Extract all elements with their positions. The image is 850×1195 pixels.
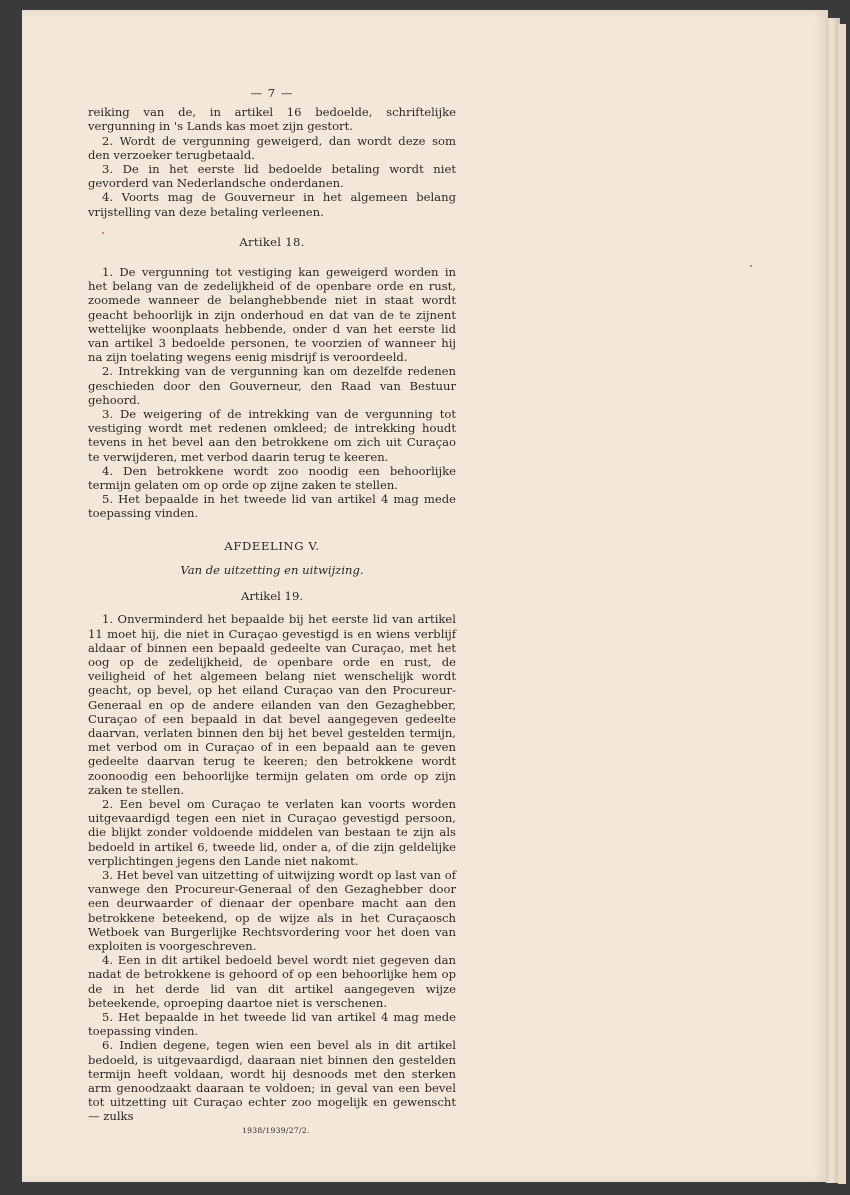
paragraph: 1. Onverminderd het bepaalde bij het eerste lid van artikel 11 moet hij, die niet in Curaçao gevestigd is en wiens verblijf aldaar of binnen een bepaald gedeelte van Curaçao, met het oog op de zedelijkheid, de openbare orde en rust, de veiligheid of het algemeen belang niet wenschelijk wordt geacht, op bevel, op het eiland Curaçao van den Procureur-Generaal en op de andere eilanden van den Gezaghebber, Curaçao of een bepaald in dat bevel aangegeven gedeelte daarvan, verlaten binnen den bij het bevel gestelden termijn, met verbod om in Curaçao of in een bepaald aan te geven gedeelte daarvan terug te keeren; den betrokkene wordt zoonoodig een behoorlijke termijn gelaten om orde op zijn zaken te stellen. xyxy=(88,612,456,797)
article-18-heading: Artikel 18. xyxy=(239,234,305,249)
paper-speck xyxy=(750,265,752,267)
paragraph: 5. Het bepaalde in het tweede lid van artikel 4 mag mede toepassing vinden. xyxy=(88,492,456,521)
section-heading: AFDEELING V. xyxy=(224,538,320,553)
section-subtitle: Van de uitzetting en uitwijzing. xyxy=(180,562,364,577)
paragraph: 2. Wordt de vergunning geweigerd, dan wordt deze som den verzoeker terugbetaald. xyxy=(88,133,456,162)
paragraph: 2. Een bevel om Curaçao te verlaten kan voorts worden uitgevaardigd tegen een niet in Curaçao gevestigd persoon, die blijkt zonder voldoende middelen van bestaan te zijn als bedoeld in artikel 6, tweede lid, onder a, of die zijn geldelijke verplichtingen jegens den Lande niet nakomt. xyxy=(88,796,456,868)
paragraph: 6. Indien degene, tegen wien een bevel als in dit artikel bedoeld, is uitgevaardigd, daaraan niet binnen den gestelden termijn heeft voldaan, wordt hij desnoods met den sterken arm genoodzaakt daaraan te voldoen; in geval van een bevel tot uitzetting uit Curaçao echter zoo mogelijk en gewenscht — zulks xyxy=(88,1038,456,1124)
paragraph: 4. Voorts mag de Gouverneur in het algemeen belang vrijstelling van deze betaling verleenen. xyxy=(88,190,456,219)
paragraph: 3. De in het eerste lid bedoelde betaling wordt niet gevorderd van Nederlandsche onderdanen. xyxy=(88,162,456,191)
footer-reference: 1938/1939/27/2. xyxy=(242,1126,310,1135)
paragraph: 4. Een in dit artikel bedoeld bevel wordt niet gegeven dan nadat de betrokkene is gehoord of op een behoorlijke hem op de in het derde lid van dit artikel aangegeven wijze beteekende, oproeping daartoe niet is verschenen. xyxy=(88,953,456,1010)
paragraph: 4. Den betrokkene wordt zoo noodig een behoorlijke termijn gelaten om op orde op zijne zaken te stellen. xyxy=(88,463,456,493)
document-body xyxy=(88,86,456,1124)
paragraph: reiking van de, in artikel 16 bedoelde, schriftelijke vergunning in 's Lands kas moet zijn gestort. xyxy=(88,105,456,134)
page-stack-edge-back xyxy=(838,24,846,1184)
paragraph: 2. Intrekking van de vergunning kan om dezelfde redenen geschieden door den Gouverneur, den Raad van Bestuur gehoord. xyxy=(88,364,456,407)
paragraph: 1. De vergunning tot vestiging kan geweigerd worden in het belang van de zedelijkheid of de openbare orde en rust, zoomede wanneer de belanghebbende niet in staat wordt geacht behoorlijk in zijn onderhoud en dat van de te zijnent wettelijke woonplaats hebbende, onder d van het eerste lid van artikel 3 bedoelde personen, te voorzien of wanneer hij na zijn toelating wegens eenig misdrijf is veroordeeld. xyxy=(88,265,456,365)
paragraph: 5. Het bepaalde in het tweede lid van artikel 4 mag mede toepassing vinden. xyxy=(88,1009,456,1039)
page-number: — 7 — xyxy=(250,86,294,100)
paragraph: 3. De weigering of de intrekking van de vergunning tot vestiging wordt met redenen omkleed; de intrekking houdt tevens in het bevel aan den betrokkene om zich uit Curaçao te verwijderen, met verbod daarin terug te keeren. xyxy=(88,407,456,464)
paragraph: 3. Het bevel van uitzetting of uitwijzing wordt op last van of vanwege den Procureur-Generaal of den Gezaghebber door een deurwaarder of dienaar der openbare macht aan den betrokkene beteekend, op de wijze als in het Curaçaosch Wetboek van Burgerlijke Rechtsvordering voor het doen van exploiten is voorgeschreven. xyxy=(88,867,456,953)
article-19-heading: Artikel 19. xyxy=(241,589,303,604)
